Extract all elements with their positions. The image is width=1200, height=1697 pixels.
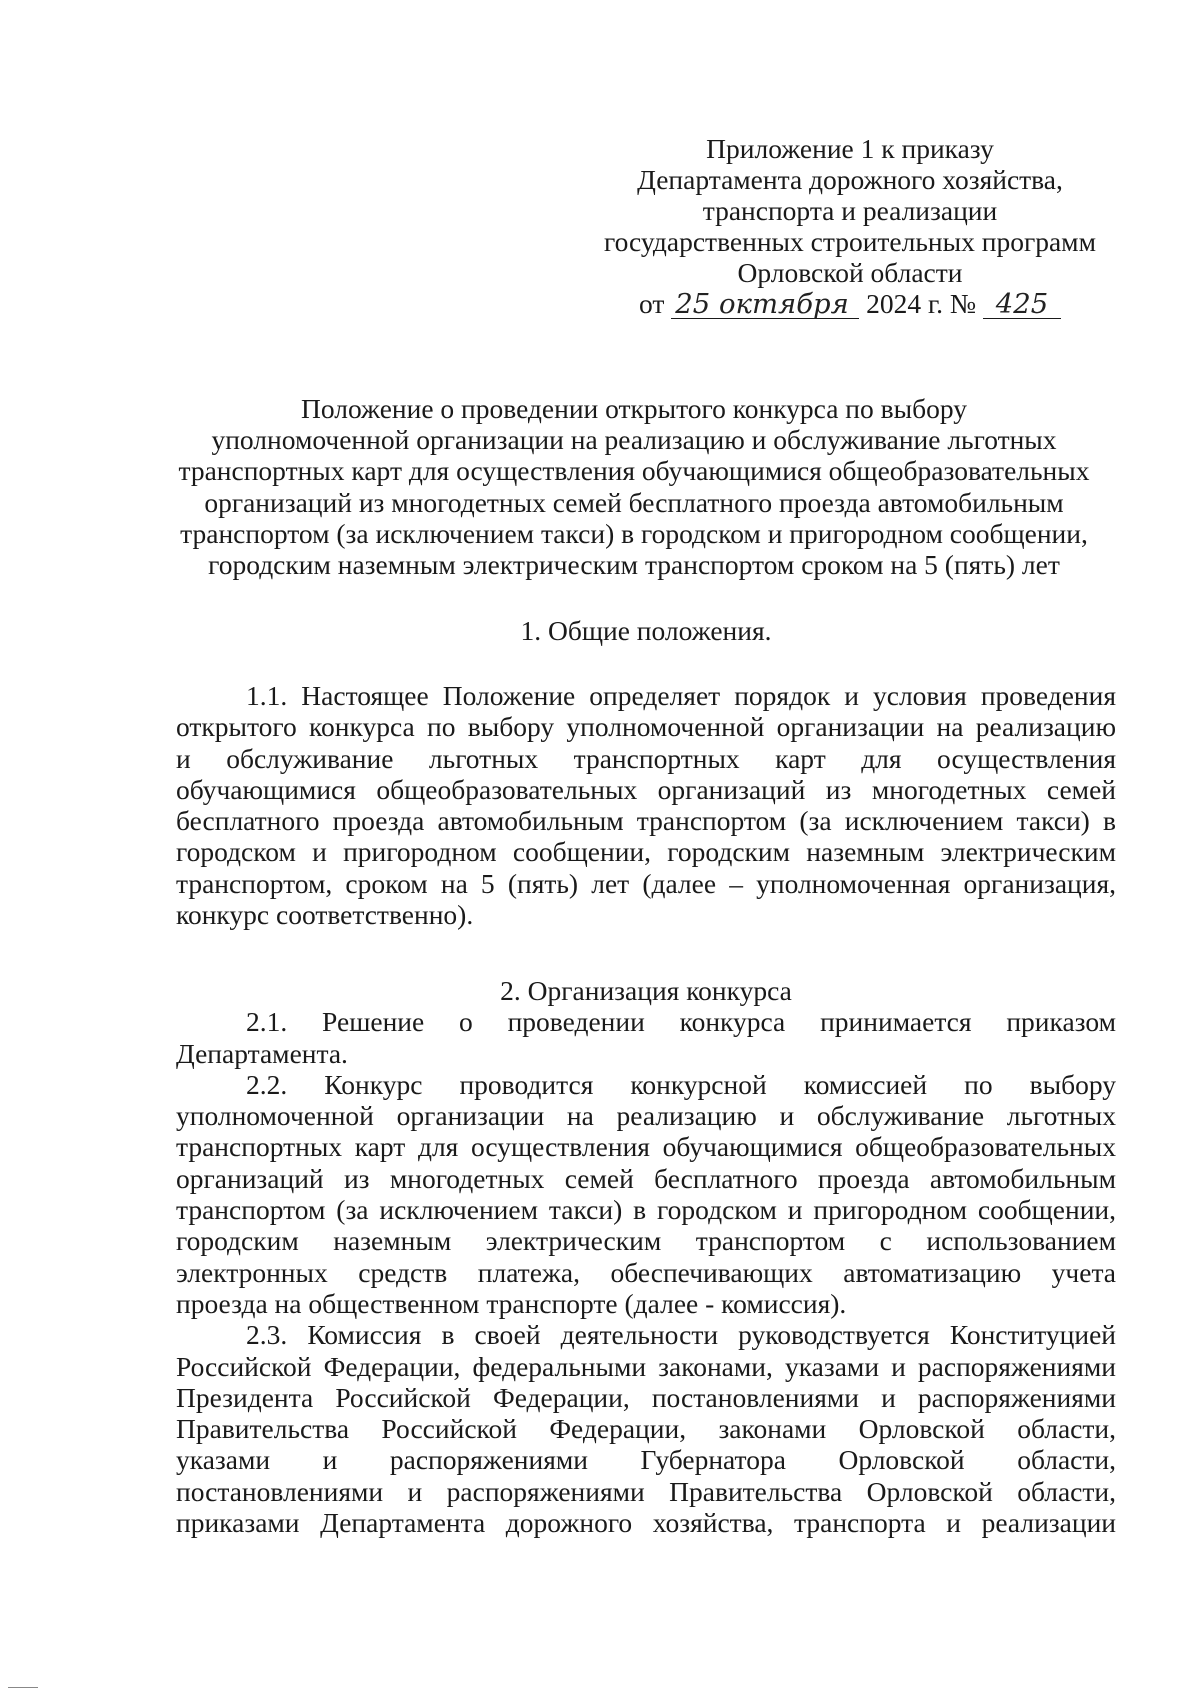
paragraph-line: обучающимися общеобразовательных организаций из многодетных семей [176,773,1116,805]
attachment-block [590,133,1110,319]
section-heading: 1. Общие положения. [520,615,772,646]
section-1-body [176,680,1116,930]
title-line: организаций из многодетных семей бесплатного проезда автомобильным [204,486,1064,518]
title-line: транспортом (за исключением такси) в городском и пригородном сообщении, [180,517,1088,549]
paragraph-line: Президента Российской Федерации, постановлениями и распоряжениями [176,1381,1116,1413]
title-line: уполномоченной организации на реализацию и обслуживание льготных [211,424,1057,456]
paragraph-line: городском и пригородном сообщении, городским наземным электрическим [176,836,1116,868]
order-date-line [590,288,1110,319]
paragraph-line: 2.3. Комиссия в своей деятельности руководствуется Конституцией [246,1319,1116,1351]
paragraph-line: постановлениями и распоряжениями Правительства Орловской области, [176,1475,1116,1507]
paragraph-line: транспортных карт для осуществления обучающимися общеобразовательных [176,1131,1116,1163]
handwritten-date: 25 октября [671,290,859,319]
section-2 [176,975,1116,1538]
paragraph-line: организаций из многодетных семей бесплатного проезда автомобильным [176,1162,1116,1194]
paragraph-line: городским наземным электрическим транспортом с использованием [176,1225,1116,1257]
attachment-line: Приложение 1 к приказу [706,133,994,164]
paragraph-line: приказами Департамента дорожного хозяйства, транспорта и реализации [176,1507,1116,1539]
paragraph-line: бесплатного проезда автомобильным транспортом (за исключением такси) в [176,805,1116,837]
paragraph-line: указами и распоряжениями Губернатора Орловской области, [176,1444,1116,1476]
paragraph-line: и обслуживание льготных транспортных карт для осуществления [176,742,1116,774]
paragraph-line: 2.1. Решение о проведении конкурса принимается приказом [246,1006,1116,1038]
paragraph-line: проезда на общественном транспорте (далее - комиссия). [176,1287,847,1319]
scan-edge-mark [8,1687,38,1688]
title-line: Положение о проведении открытого конкурса по выбору [301,393,967,424]
handwritten-order-number: 425 [983,290,1061,319]
paragraph-line: транспортом, сроком на 5 (пять) лет (далее – уполномоченная организация, [176,867,1116,899]
year-number-label: 2024 г. № [866,288,977,319]
paragraph-line: открытого конкурса по выбору уполномоченной организации на реализацию [176,711,1116,743]
paragraph-line: Российской Федерации, федеральными законами, указами и распоряжениями [176,1350,1116,1382]
section-heading: 2. Организация конкурса [500,975,792,1006]
document-title [150,393,1118,580]
section-1 [176,615,1116,646]
from-label: от [638,288,665,319]
paragraph-line: уполномоченной организации на реализацию и обслуживание льготных [176,1100,1116,1132]
attachment-line: транспорта и реализации [702,195,998,226]
paragraph-line: конкурс соответственно). [176,899,474,931]
paragraph-line: Департамента. [176,1037,348,1069]
attachment-line: государственных строительных программ [604,226,1096,257]
paragraph-line: Правительства Российской Федерации, законами Орловской области, [176,1413,1116,1445]
paragraph-line: 2.2. Конкурс проводится конкурсной комиссией по выбору [246,1068,1116,1100]
attachment-line: Департамента дорожного хозяйства, [637,164,1063,195]
attachment-line: Орловской области [737,257,963,288]
title-line: транспортных карт для осуществления обучающимися общеобразовательных [178,455,1090,487]
title-line: городским наземным электрическим транспортом сроком на 5 (пять) лет [208,549,1060,581]
paragraph-line: электронных средств платежа, обеспечивающих автоматизацию учета [176,1256,1116,1288]
paragraph-line: транспортом (за исключением такси) в городском и пригородном сообщении, [176,1194,1116,1226]
paragraph-line: 1.1. Настоящее Положение определяет порядок и условия проведения [246,680,1116,711]
